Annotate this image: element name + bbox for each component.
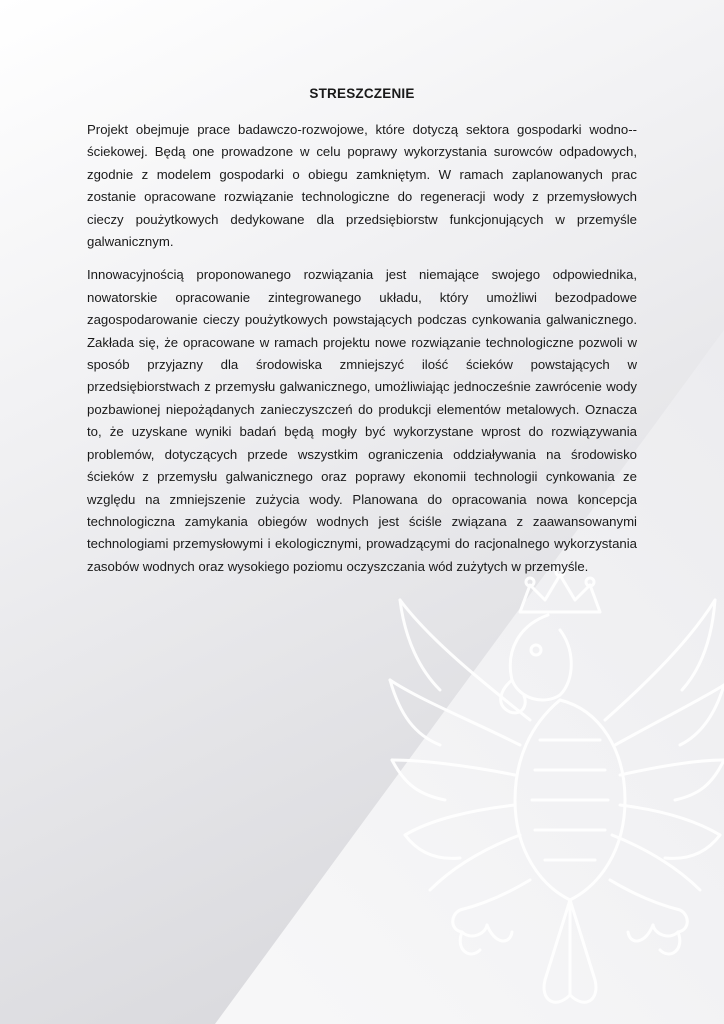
paragraph-2: Innowacyjnością proponowanego rozwiązania jest niemające swojego odpowiednika, nowatorskie opracowanie zintegrowanego układu, który umożliwi bezodpadowe zagospodarowanie cieczy poużytkowych powstających podczas cynkowania galwanicznego. Zakłada się, że opracowane w ramach projektu nowe rozwiązanie technologiczne pozwoli w sposób przyjazny dla środowiska zmniejszyć ilość ścieków powstających w przedsiębiorstwach z przemysłu galwanicznego, umożliwiając jednocześnie zawrócenie wody pozbawionej niepożądanych zanieczyszczeń do produkcji elementów metalowych. Oznacza to, że uzyskane wyniki badań będą mogły być wykorzystane wprost do rozwiązywania problemów, dotyczących przede wszystkim ograniczenia oddziaływania na środowisko ścieków z przemysłu galwanicznego oraz poprawy ekonomii technologii cynkowania ze względu na zmniejszenie zużycia wody. Planowana do opracowania nowa koncepcja technologiczna zamykania obiegów wodnych jest ściśle związana z zaawansowanymi technologiami przemysłowymi i ekologicznymi, prowadzącymi do racjonalnego wykorzystania zasobów wodnych oraz wysokiego poziomu oczyszczania wód zużytych w przemyśle. — [87, 267, 637, 574]
document-body — [87, 86, 637, 589]
paragraph-1: Projekt obejmuje prace badawczo-rozwojowe, które dotyczą sektora gospodarki wodno--ściekowej. Będą one prowadzone w celu poprawy wykorzystania surowców odpadowych, zgodnie z modelem gospodarki o obiegu zamkniętym. W ramach zaplanowanych prac zostanie opracowane rozwiązanie technologiczne do regeneracji wody z przemysłowych cieczy poużytkowych dedykowane dla przedsiębiorstw funkcjonujących w przemyśle galwanicznym. — [87, 122, 637, 250]
page-title: STRESZCZENIE — [309, 86, 415, 101]
